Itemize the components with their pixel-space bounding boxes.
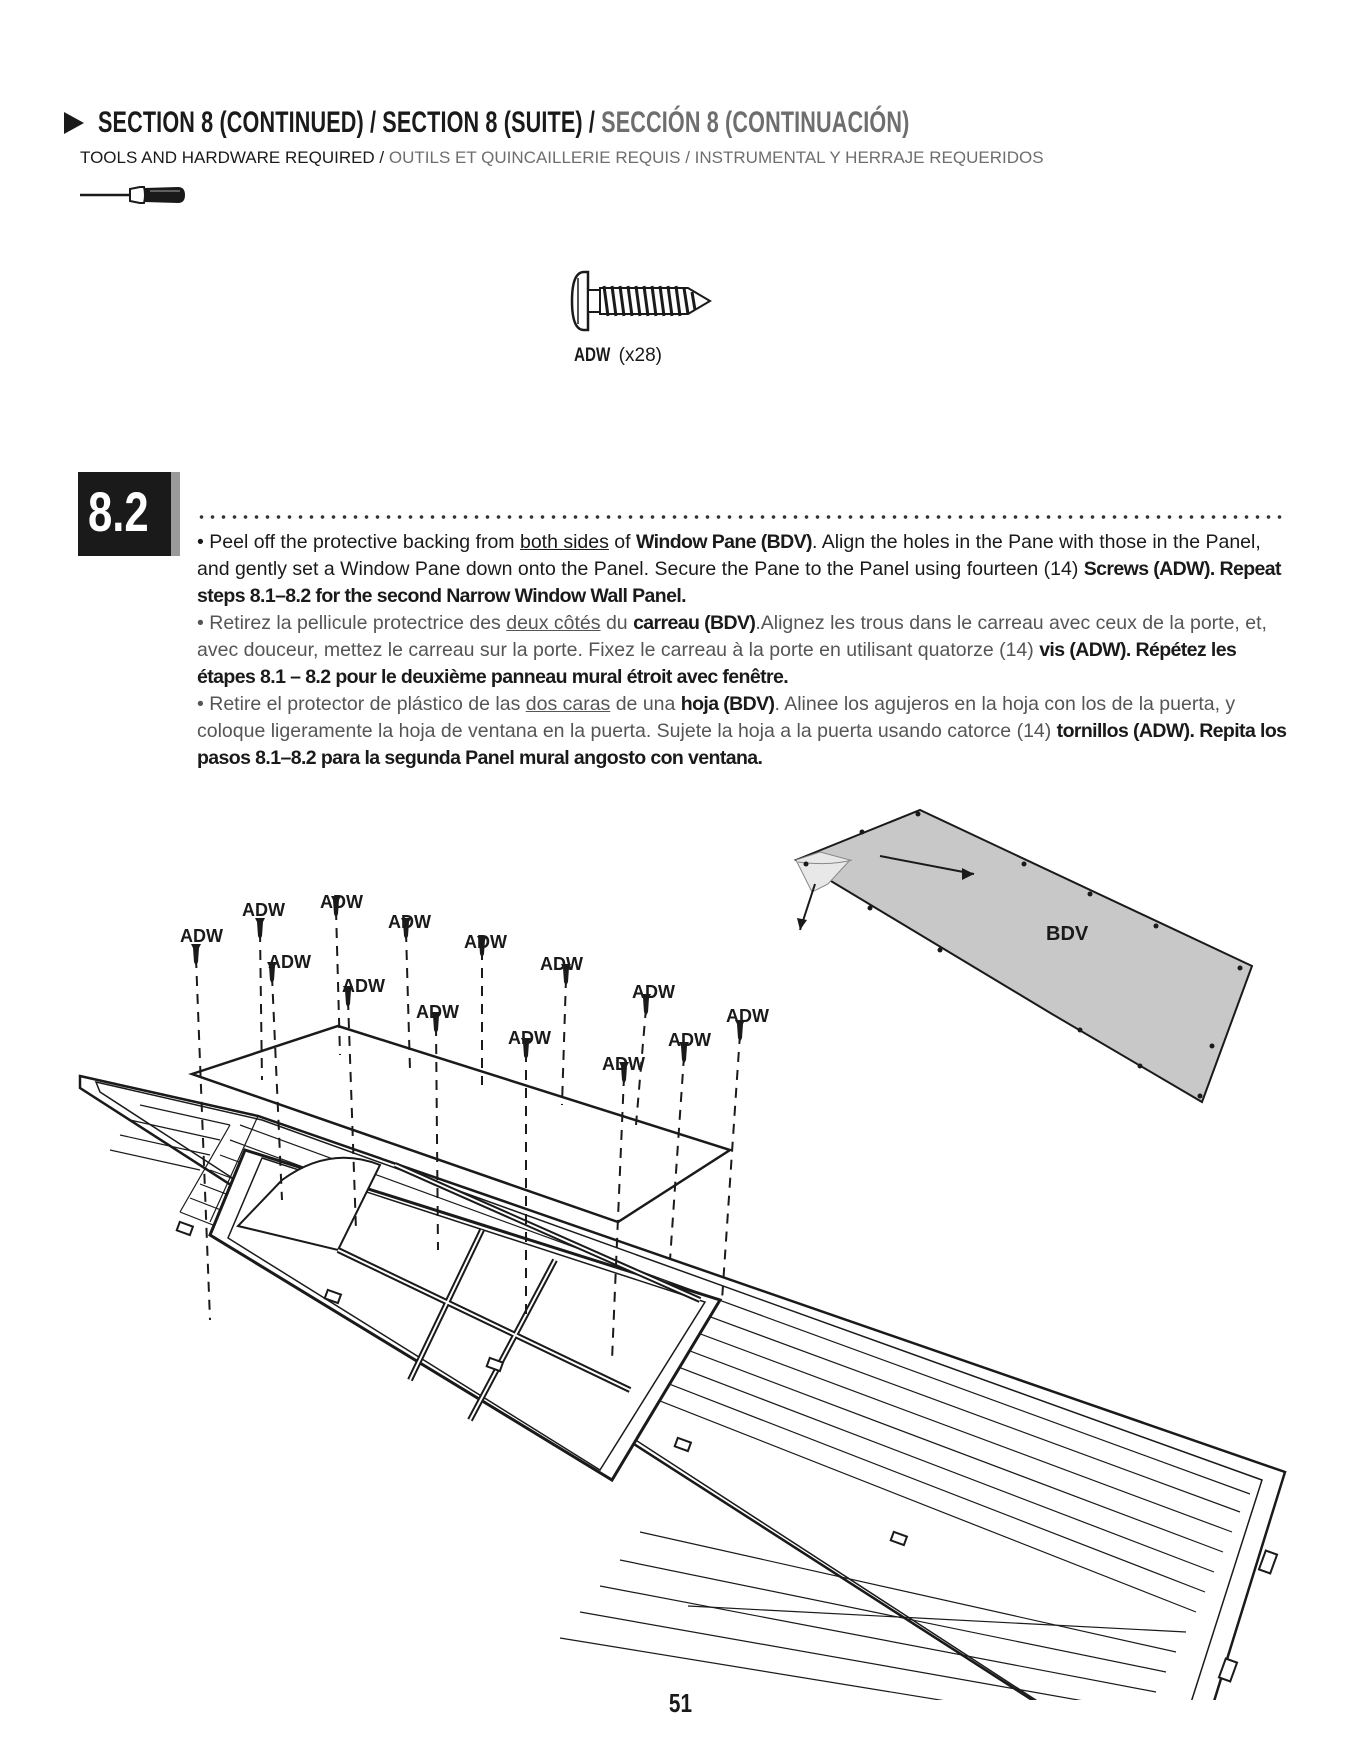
screw-label: ADW (464, 932, 507, 952)
screw-label: ADW (540, 954, 583, 974)
text-segment: of (608, 531, 636, 553)
section-title-es: SECCIÓN 8 (CONTINUACIÓN) (601, 106, 910, 139)
screw-label: ADW (320, 892, 363, 912)
text-underlined: dos caras (525, 693, 611, 715)
screw-label: ADW (388, 912, 431, 932)
screw-label: ADW (726, 1006, 769, 1026)
text-segment: . Alinee los agujeros en la hoja con los de la puerta, y coloque ligeramente la hoja de ventana en la puerta. Sujete la hoja a la puerta usando catorce (14) (197, 693, 1236, 742)
tools-label-en: TOOLS AND HARDWARE REQUIRED / (80, 148, 385, 167)
hardware-quantity: (x28) (618, 345, 662, 366)
section-title-en: SECTION 8 (CONTINUED) / SECTION 8 (SUITE) / (98, 106, 596, 139)
window-pane-bdv (796, 810, 1252, 1102)
section-title (98, 106, 909, 140)
screw-label: ADW (342, 976, 385, 996)
screw-label: ADW (602, 1054, 645, 1074)
text-underlined: both sides (519, 531, 609, 553)
hardware-label (574, 345, 662, 367)
screw-label: ADW (180, 926, 223, 946)
text-bold: Window Pane (BDV) (635, 531, 812, 553)
text-segment: . Align the holes in the Pane with those in the Panel, and gently set a Window Pane down onto the Panel. Secure the Pane to the Panel using fourteen (14) (197, 531, 1261, 580)
dotted-divider (196, 513, 1286, 521)
assembly-diagram (0, 780, 1361, 1700)
pane-label: BDV (1046, 923, 1089, 945)
screw-labels (180, 892, 769, 1074)
screw-label: ADW (416, 1002, 459, 1022)
text-segment: • Retirez la pellicule protectrice des (197, 612, 507, 634)
instructions-french (197, 610, 1287, 691)
text-segment: .Alignez les trous dans le carreau avec ceux de la porte, et, avec douceur, mettez le carreau sur la porte. Fixez le carreau à la porte en utilisant quatorze (14) (197, 612, 1267, 661)
screw-label: ADW (508, 1028, 551, 1048)
page-number (0, 1688, 1361, 1719)
text-bold: tornillos (ADW). Repita los pasos 8.1–8.2 para la segunda Panel mural angosto con ventana. (197, 720, 1287, 769)
tools-label-translations: OUTILS ET QUINCAILLERIE REQUIS / INSTRUMENTAL Y HERRAJE REQUERIDOS (388, 148, 1044, 167)
text-segment: • Retire el protector de plástico de las (197, 693, 526, 715)
triangle-arrow-icon (64, 112, 84, 134)
text-bold: carreau (BDV) (633, 612, 756, 634)
hardware-code: ADW (574, 345, 611, 366)
instructions-spanish (197, 691, 1287, 772)
screw-label: ADW (268, 952, 311, 972)
text-underlined: deux côtés (506, 612, 601, 634)
step-instructions (197, 529, 1287, 772)
text-segment: du (600, 612, 634, 634)
text-segment: de una (610, 693, 681, 715)
screw-label: ADW (668, 1030, 711, 1050)
section-header (64, 106, 1314, 146)
screw-label: ADW (632, 982, 675, 1002)
screw-label: ADW (242, 900, 285, 920)
text-segment: • Peel off the protective backing from (197, 531, 520, 553)
text-bold: hoja (BDV) (680, 693, 775, 715)
page-number-text: 51 (668, 1688, 693, 1718)
screwdriver-icon (78, 183, 188, 207)
text-bold: vis (ADW). Répétez les étapes 8.1 – 8.2 pour le deuxième panneau mural étroit avec fenêtre. (197, 639, 1237, 688)
screw-adw-icon (570, 268, 718, 334)
step-badge (78, 472, 180, 556)
tools-required-line (80, 148, 1044, 168)
step-number: 8.2 (88, 480, 149, 543)
text-bold: Screws (ADW). Repeat steps 8.1–8.2 for the second Narrow Window Wall Panel. (197, 558, 1281, 607)
instructions-english (197, 529, 1287, 610)
